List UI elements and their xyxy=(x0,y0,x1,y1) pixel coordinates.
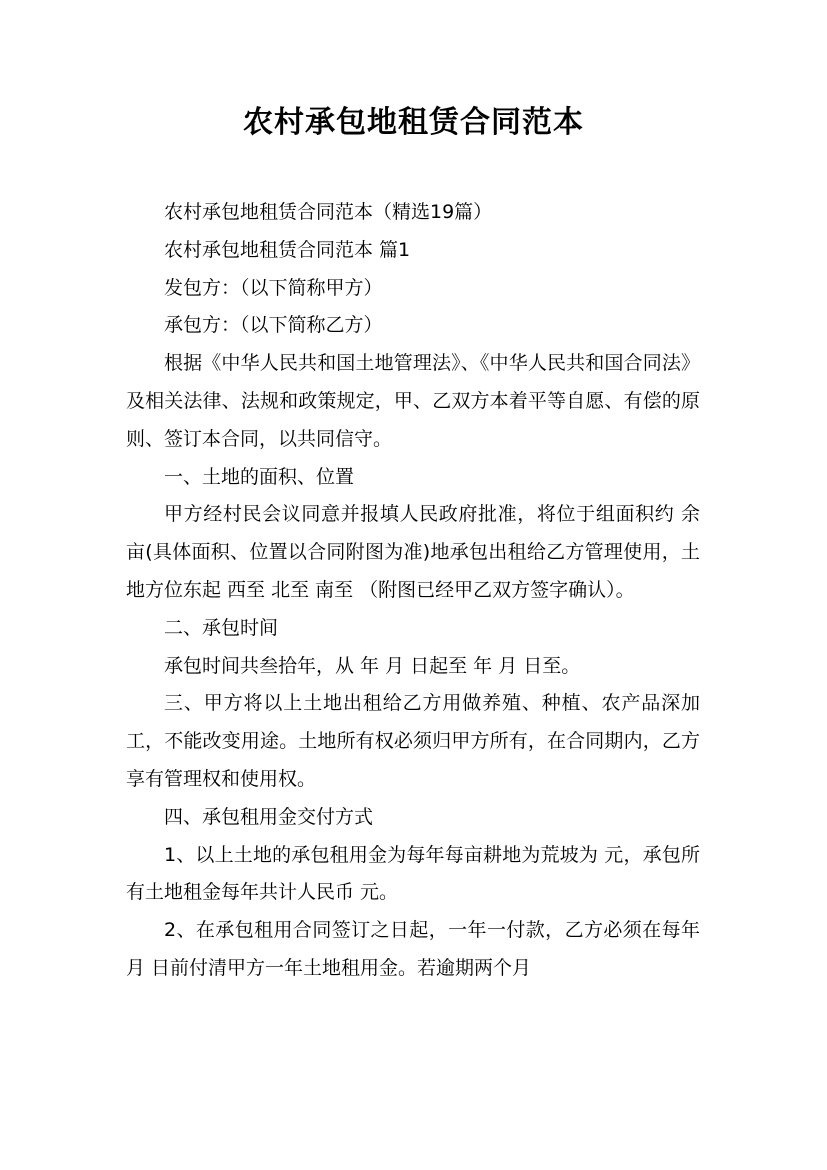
clause-body-2: 承包时间共叁拾年，从 年 月 日起至 年 月 日至。 xyxy=(164,654,581,677)
clause-3: 三、甲方将以上土地出租给乙方用做养殖、种植、农产品深加工，不能改变用途。土地所有权必须归甲方所有，在合同期内，乙方享有管理权和使用权。 xyxy=(126,692,700,790)
document-title: 农村承包地租赁合同范本 xyxy=(243,105,584,140)
clause-heading-2: 二、承包时间 xyxy=(164,616,279,639)
paragraph-party-a: 发包方：（以下简称甲方） xyxy=(164,276,383,299)
paragraph-preamble: 根据《中华人民共和国土地管理法》、《中华人民共和国合同法》及相关法律、法规和政策规定，甲、乙双方本着平等自愿、有偿的原则、签订本合同，以共同信守。 xyxy=(126,352,700,450)
paragraph-section-heading: 农村承包地租赁合同范本 篇1 xyxy=(164,238,411,261)
clause-4-item-1: 1、以上土地的承包租用金为每年每亩耕地为荒坡为 元，承包所有土地租金每年共计人民币 元。 xyxy=(126,843,700,904)
paragraph-subtitle: 农村承包地租赁合同范本（精选19篇） xyxy=(164,201,493,223)
clause-heading-1: 一、土地的面积、位置 xyxy=(164,465,355,488)
clause-4-item-2: 2、在承包租用合同签订之日起，一年一付款，乙方必须在每年 月 日前付清甲方一年土地租用金。若逾期两个月 xyxy=(126,919,707,979)
clause-heading-4: 四、承包租用金交付方式 xyxy=(164,805,374,828)
document-body xyxy=(126,194,707,988)
clause-body-1: 甲方经村民会议同意并报填人民政府批准，将位于组面积约 余亩(具体面积、位置以合同附图为准)地承包出租给乙方管理使用，土地方位东起 西至 北至 南至 （附图已经甲乙双方签字确认）。 xyxy=(126,503,700,601)
paragraph-party-b: 承包方：（以下简称乙方） xyxy=(164,314,383,337)
